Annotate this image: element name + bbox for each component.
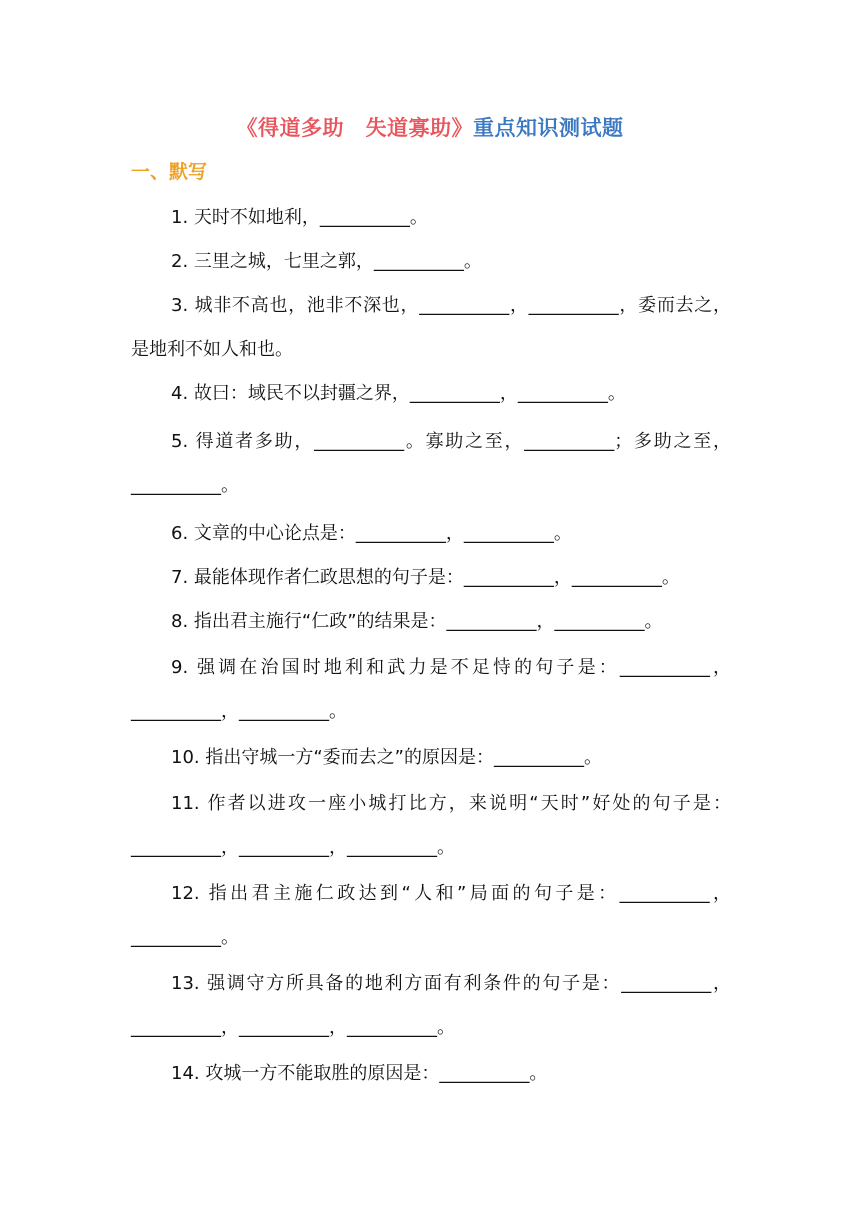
question-item: 13. 强调守方所具备的地利方面有利条件的句子是：__________，__________，__________，__________。 xyxy=(131,973,731,1038)
question-item: 9. 强调在治国时地利和武力是不足恃的句子是：__________，__________，__________。 xyxy=(131,657,731,722)
question-item: 2. 三里之城，七里之郭，__________。 xyxy=(171,251,482,272)
question-item: 10. 指出守城一方“委而去之”的原因是：__________。 xyxy=(171,747,602,768)
question-item: 1. 天时不如地利，__________。 xyxy=(171,207,428,228)
question-item: 5. 得道者多助，__________。寡助之至，__________；多助之至，__________。 xyxy=(131,431,731,496)
question-item: 8. 指出君主施行“仁政”的结果是：__________，__________。 xyxy=(171,611,663,632)
question-item: 11. 作者以进攻一座小城打比方，来说明“天时”好处的句子是：__________，__________，__________。 xyxy=(131,793,731,858)
section-heading: 一、默写 xyxy=(131,161,208,183)
question-item: 12. 指出君主施仁政达到“人和”局面的句子是：__________，__________。 xyxy=(131,883,731,948)
title-text-part2: 重点知识测试题 xyxy=(473,116,624,140)
question-item: 4. 故曰：域民不以封疆之界，__________，__________。 xyxy=(171,383,626,404)
question-item: 7. 最能体现作者仁政思想的句子是：__________，__________。 xyxy=(171,567,680,588)
title-text-part1: 《得道多助 失道寡助》 xyxy=(236,116,473,140)
question-item: 3. 城非不高也，池非不深也，__________，__________，委而去之，是地利不如人和也。 xyxy=(131,295,731,360)
question-item: 6. 文章的中心论点是：__________，__________。 xyxy=(171,523,572,544)
page-title xyxy=(0,112,860,144)
question-item: 14. 攻城一方不能取胜的原因是：__________。 xyxy=(171,1063,548,1084)
